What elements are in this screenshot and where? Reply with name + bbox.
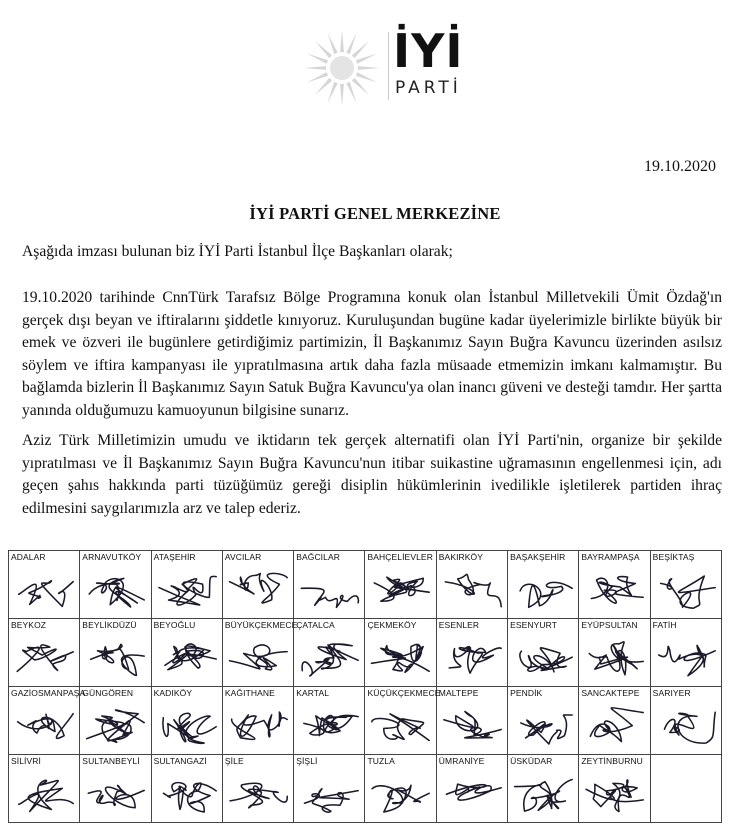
signature-cell [151,551,222,619]
signature-cell [650,619,721,687]
handwritten-signature [296,561,364,617]
district-name: BAŞAKŞEHİR [510,552,566,562]
signature-cell [365,687,441,755]
logo-wordmark: İYİ [393,24,464,78]
handwritten-signature [296,697,364,753]
district-name: SULTANBEYLİ [82,756,140,766]
signature-cell [9,687,86,755]
signature-cell [222,619,298,687]
district-name: ÇEKMEKÖY [367,620,417,630]
signature-cell [294,619,365,687]
district-name: GÜNGÖREN [82,688,134,698]
district-name: KARTAL [296,688,330,698]
district-name: BEYKOZ [11,620,47,630]
signature-cell [436,687,507,755]
signature-cell [151,755,222,823]
request-paragraph: Aziz Türk Milletimizin umudu ve iktidarın tek gerçek alternatifi olan İYİ Parti'nin, organize bir şekilde yıpratılması ve İl Başkanımız Sayın Buğra Kavuncu'nun itibar suikastine uğramasının engellenmesi için, adı geçen şahıs hakkında parti tüzüğümüz gereği disiplin hükümlerinin ivedilikle işletilerek partiden ihraç edilmesini saygılarımızla arz ve talep ederiz. [22,432,722,517]
signature-cell [222,755,293,823]
district-name: ŞİŞLİ [296,756,318,766]
handwritten-signature [225,561,293,617]
signature-cell [9,551,80,619]
handwritten-signature [11,697,79,753]
district-name: ÜSKÜDAR [510,756,553,766]
handwritten-signature [154,697,222,753]
handwritten-signature [367,697,435,753]
district-name: SARIYER [652,688,691,698]
handwritten-signature [82,629,150,685]
signature-row [9,755,722,823]
handwritten-signature [296,629,364,685]
handwritten-signature [510,629,578,685]
handwritten-signature [581,697,649,753]
signature-cell [294,687,365,755]
signature-table [8,550,722,823]
district-name: BAYRAMPAŞA [581,552,640,562]
handwritten-signature [581,629,649,685]
signature-row [9,551,722,619]
signature-cell [365,551,436,619]
district-name: BÜYÜKÇEKMECE [224,620,298,630]
handwritten-signature [11,765,79,821]
handwritten-signature [82,697,150,753]
district-name: ADALAR [11,552,46,562]
signature-cell [579,619,650,687]
handwritten-signature [367,629,435,685]
district-name: PENDİK [510,688,543,698]
district-name: BEYOĞLU [153,620,196,630]
district-name: BEŞİKTAŞ [652,552,695,562]
document-title: İYİ PARTİ GENEL MERKEZİNE [249,204,501,223]
handwritten-signature [510,765,578,821]
handwritten-signature [154,561,222,617]
signature-cell [436,619,507,687]
handwritten-signature [439,629,507,685]
signature-row [9,619,722,687]
district-name: ATAŞEHİR [153,552,196,562]
handwritten-signature [82,765,150,821]
district-name: SULTANGAZİ [153,756,207,766]
handwritten-signature [653,697,721,753]
district-name: FATİH [652,620,677,630]
signature-cell [222,551,293,619]
intro-paragraph: Aşağıda imzası bulunan biz İYİ Parti İstanbul İlçe Başkanları olarak; [22,243,453,260]
handwritten-signature [296,765,364,821]
signature-cell [579,551,650,619]
signature-cell [80,687,151,755]
signature-cell [9,755,80,823]
signature-cell [151,687,222,755]
handwritten-signature [510,697,578,753]
handwritten-signature [581,561,649,617]
handwritten-signature [439,561,507,617]
signature-cell [508,755,579,823]
signature-cell [508,619,579,687]
district-name: SİLİVRİ [11,756,41,766]
district-name: BAHÇELİEVLER [367,552,433,562]
handwritten-signature [11,629,79,685]
signature-cell [222,687,293,755]
district-name: ÜMRANİYE [438,756,485,766]
handwritten-signature [439,765,507,821]
statement-paragraph: 19.10.2020 tarihinde CnnTürk Tarafsız Bölge Programına konuk olan İstanbul Milletvekili Ümit Özdağ'ın gerçek dışı beyan ve iftiralarını şiddetle kınıyoruz. Kuruluşundan bugüne kadar üyelerimizle birlikte büyük bir emek ve özveri ile bugünlere getirdiğimiz partimizin, İl Başkanımız Sayın Buğra Kavuncu üzerinden asılsız söylem ve iftira kampanyası ile yıpratılmasına artık daha fazla müsaade etmemizin imkanı kalmamıştır. Bu bağlamda bizlerin İl Başkanımız Sayın Satuk Buğra Kavuncu'ya olan inancı güveni ve desteği tamdır. Her şartta yanında olduğumuzu kamuoyunun bilgisine sunarız. [22,289,722,419]
district-name: SANCAKTEPE [581,688,640,698]
signature-cell [80,619,151,687]
district-name: ZEYTİNBURNU [581,756,643,766]
handwritten-signature [225,765,293,821]
signature-cell [436,551,507,619]
handwritten-signature [225,629,293,685]
handwritten-signature [367,561,435,617]
district-name: ÇATALCA [296,620,335,630]
handwritten-signature [11,561,79,617]
district-name: ESENYURT [510,620,558,630]
district-name: TUZLA [367,756,395,766]
sun-emblem-icon [300,26,384,110]
district-name: KAĞITHANE [224,688,275,698]
signature-cell [294,755,365,823]
district-name: EYÜPSULTAN [581,620,638,630]
signature-cell [9,619,80,687]
handwritten-signature [225,697,293,753]
signature-cell [365,755,436,823]
document-date: 19.10.2020 [644,158,716,175]
district-name: ARNAVUTKÖY [82,552,142,562]
signature-cell [80,551,151,619]
district-name: GAZİOSMANPAŞA [11,688,86,698]
signature-cell [151,619,222,687]
district-name: ESENLER [438,620,480,630]
handwritten-signature [82,561,150,617]
district-name: MALTEPE [438,688,479,698]
handwritten-signature [154,765,222,821]
signature-cell [365,619,436,687]
signature-cell [508,551,579,619]
signature-cell [650,551,721,619]
district-name: ŞİLE [224,756,244,766]
district-name: KADIKÖY [153,688,193,698]
handwritten-signature [510,561,578,617]
party-logo [300,18,464,108]
district-name: AVCILAR [224,552,262,562]
signature-cell [579,687,650,755]
district-name: BAĞCILAR [296,552,340,562]
district-name: BAKIRKÖY [438,552,484,562]
signature-cell [579,755,650,823]
handwritten-signature [653,629,721,685]
district-name [651,755,721,756]
handwritten-signature [581,765,649,821]
signature-cell [650,755,721,823]
signature-cell [294,551,365,619]
logo-divider [388,32,389,100]
signature-cell [80,755,151,823]
signature-cell [650,687,721,755]
district-name: KÜÇÜKÇEKMECE [367,688,441,698]
handwritten-signature [367,765,435,821]
signature-cell [508,687,579,755]
handwritten-signature [154,629,222,685]
signature-row [9,687,722,755]
signature-cell [436,755,507,823]
district-name: BEYLİKDÜZÜ [82,620,137,630]
logo-subtitle: PARTİ [395,78,462,98]
handwritten-signature [653,561,721,617]
handwritten-signature [439,697,507,753]
